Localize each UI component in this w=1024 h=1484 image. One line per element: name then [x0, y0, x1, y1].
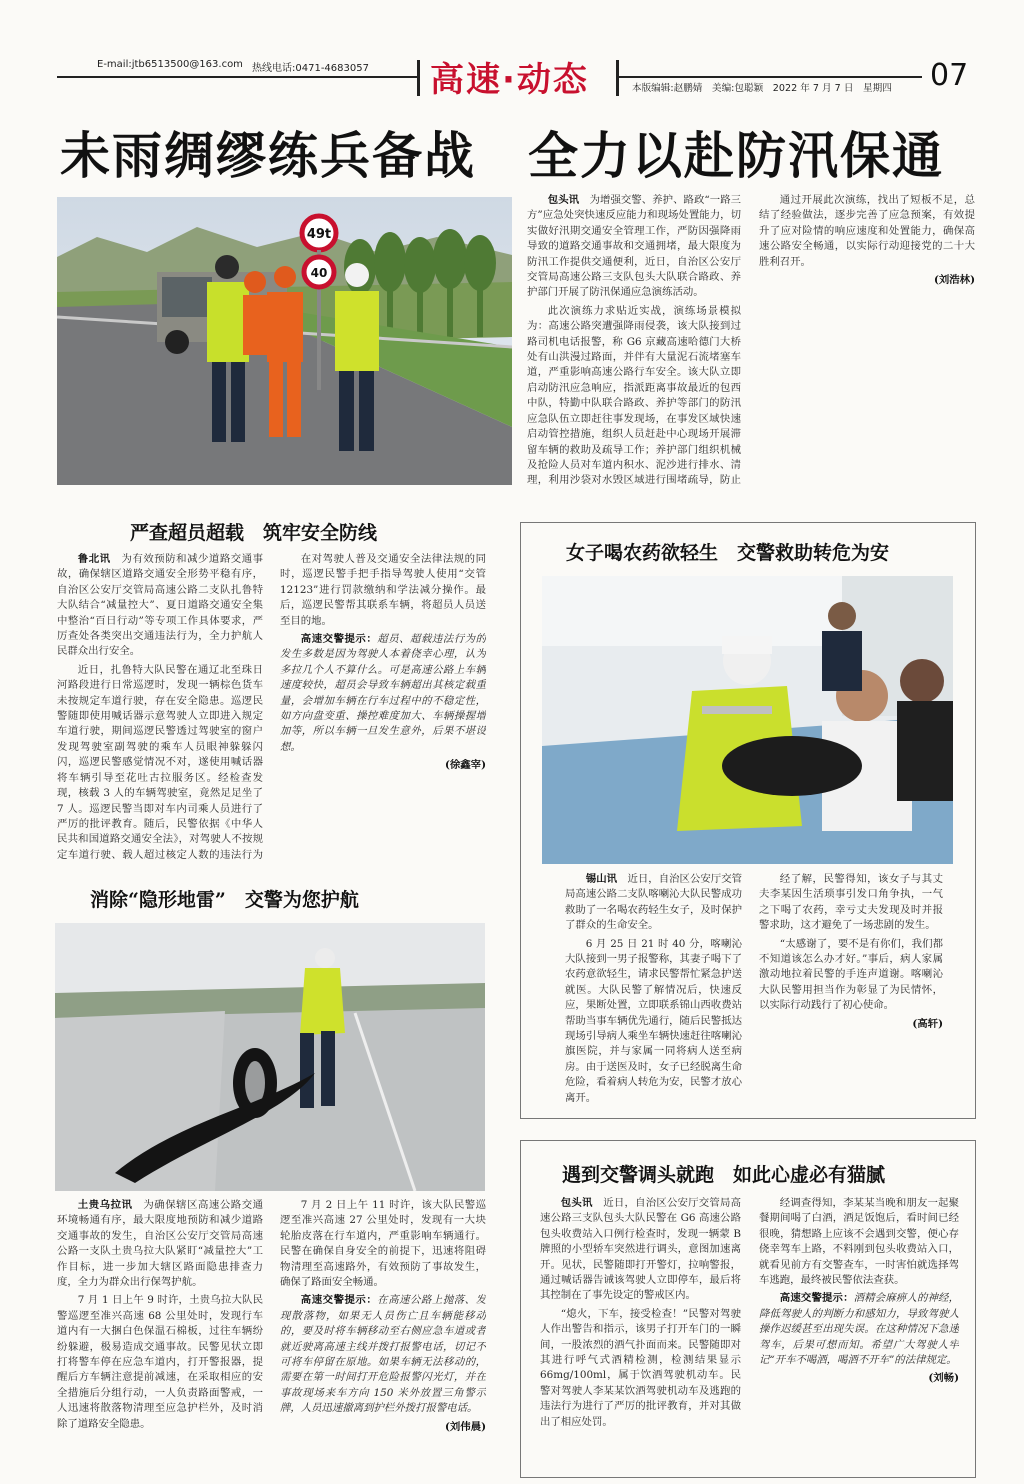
top-article-p3: 通过开展此次演练，找出了短板不足，总结了经验做法，逐步完善了应急预案，有效提升了应对险情的响应速度和处置能力，确保高速公路安全畅通，以实际行动迎接党的二十大胜利召开。: [759, 194, 975, 268]
debris-col1: [57, 1198, 263, 1470]
overload-p3: 在对驾驶人普及交通安全法律法规的同时，巡逻民警手把手指导驾驶人使用“交管 12123”进行罚款缴纳和学法减分操作。最后，巡逻民警帮其联系车辆，将超员人员送至目的地。: [280, 553, 486, 627]
overload-source: 鲁北讯: [77, 553, 111, 565]
rescue-source: 锡山讯: [585, 873, 618, 885]
debris-p2: 7 月 1 日上午 9 时许，土贵乌拉大队民警巡逻至准兴高速 68 公里处时，发现行车道内有一大捆白色保温石棉板，过往车辆纷纷躲避，极易造成交通事故。民警见状立即打将警车停在应急车道内，打开警报器，提醒后方车辆注意提前减速，在采取相应的安全措施后分组行动，一人负责路面警戒，一人迅速将散落物清理至应急护栏外，及时消除了道路安全隐患。: [57, 1294, 263, 1430]
overload-p1: 为有效预防和减少道路交通事故，确保辖区道路交通安全形势平稳有序，自治区公安厅交管局高速公路二支队扎鲁特大队结合“减量控大”、夏日道路交通安全集中整治“百日行动”等专项工作具体要求，严厉查处各类突出交通违法行为，全力护航人民群众出行安全。: [57, 553, 263, 658]
speed-limit-sign: 40: [310, 266, 328, 280]
rescue-title: 女子喝农药欲轻生 交警救助转危为安: [566, 542, 890, 564]
top-article-source: 包头讯: [547, 194, 580, 206]
drunk-tip: 酒精会麻痹人的神经，降低驾驶人的判断力和感知力，导致驾驶人操作迟缓甚至出现失误。在这种情况下急速驾车，后果可想而知。希望广大驾驶人牢记“开车不喝酒，喝酒不开车”的法律规定。: [759, 1292, 959, 1367]
top-article-col2: [759, 193, 975, 489]
section-bar-right: [616, 60, 619, 96]
header-rule-left: [57, 76, 417, 78]
top-article-col1: [527, 193, 741, 489]
main-headline: 未雨绸缪练兵备战 全力以赴防汛保通: [60, 126, 944, 185]
rescue-p4: “太感谢了，要不是有你们，我们都不知道该怎么办才好。”事后，病人家属激动地拉着民警的手连声道谢。喀喇沁大队民警用担当作为彰显了为民情怀，以实际行动践行了初心使命。: [759, 937, 943, 1012]
drunk-p2: “熄火，下车，接受检查！”民警对驾驶人作出警告和指示，该男子打开车门的一瞬间，一股浓烈的酒气扑面而来。民警随即对其进行呼气式酒精检测，检测结果显示 66mg/100ml，属于饮酒驾驶机动车。民警对驾驶人李某某饮酒驾驶机动车及逃跑的违法行为进行了严厉的批评教育，并对其做出了相应处罚。: [540, 1307, 741, 1428]
overload-col2: [280, 552, 486, 862]
drunk-source: 包头讯: [560, 1197, 593, 1209]
rescue-col2: [759, 872, 943, 1108]
editor-info: 本版编辑:赵鹏婧 美编:包聪颖 2022 年 7 月 7 日 星期四: [632, 83, 892, 94]
overload-byline: (徐鑫宰): [444, 759, 486, 772]
page-number: 07: [930, 58, 969, 93]
rescue-byline: (高轩): [912, 1017, 943, 1030]
debris-source: 土贵乌拉讯: [77, 1199, 133, 1211]
debris-col2: [280, 1198, 486, 1470]
rescue-photo: [542, 576, 953, 864]
drunk-col1: [540, 1196, 741, 1468]
header-email: E-mail:jtb6513500@163.com: [97, 59, 243, 70]
overload-p2: 近日，扎鲁特大队民警在通辽北至珠日河路段进行日常巡逻时，发现一辆棕色货车未按规定车道行驶，存在安全隐患。巡逻民警随即使用喊话器示意驾驶人立即进入规定车道行驶，期间巡逻民警透过驾驶室的窗户发现驾驶室副驾驶的乘车人员眼神躲躲闪闪，巡逻民警感觉情况不对，遂使用喊话器将车辆引导至花吐古拉服务区。经检查发现，核载 3 人的车辆驾驶室，竟然足足坐了 7 人。巡逻民警当即对车内司乘人员进行了严厉的批评教育。随后，民警依据《中华人民共和国道路交通安全法》，对驾驶人不按规定车道行驶、载人超过核定人数的违法行为: [57, 663, 263, 861]
rescue-p2: 6 月 25 日 21 时 40 分，喀喇沁大队接到一男子报警称，其妻子喝下了农药意欲轻生，请求民警帮忙紧急护送就医。大队民警了解情况后，快速反应，果断处置，立即联系锦山西收费站帮助当事车辆优先通行，随后民警抵达现场引导病人乘坐车辆快速赶往喀喇沁旗医院，并与家属一同将病人送至病房。由于送医及时，女子已经脱离生命危险，看着病人转危为安，民警才放心离开。: [565, 937, 742, 1104]
debris-tip-label: 高速交警提示：: [300, 1294, 378, 1307]
flood-drill-photo: [57, 197, 512, 485]
debris-tip: 在高速公路上抛落、发现散落物，如果无人员伤亡且车辆能移动的，要及时将车辆移动至右侧应急车道或者就近驶离高速主线并拨打报警电话，切记不可将车停留在原地。如果车辆无法移动的，需要在第一时间打开危险报警闪光灯，并在事故现场来车方向 150 米外放置三角警示牌，人员迅速撤离到护栏外拨打报警电话。: [280, 1294, 486, 1415]
weight-limit-sign: 49t: [306, 227, 332, 242]
drunk-col2: [759, 1196, 959, 1468]
rescue-p3: 经了解，民警得知，该女子与其丈夫李某因生活琐事引发口角争执，一气之下喝了农药，幸亏丈夫发现及时并报警求助，这才避免了一场悲剧的发生。: [759, 873, 943, 932]
top-article-p1: 为增强交警、养护、路政“一路三方”应急处突快速反应能力和现场处置能力，切实做好汛期交通安全管理工作，严防因强降雨导致的道路交通事故和交通拥堵，最大限度为防汛工作提供交通便利，近日，自治区公安厅交管局高速公路三支队包头大队联合路政、养护部门开展了防汛保通应急演练活动。: [527, 194, 741, 299]
header-hotline: 热线电话:0471-4683057: [252, 63, 369, 74]
top-article-p2: 此次演练力求贴近实战，演练场景模拟为：高速公路突遭强降雨侵袭，该大队接到过路司机电话报警，称 G6 京藏高速哈德门大桥处有山洪漫过路面，并伴有大量泥石流堵塞车道，严重影响高速公路行车安全。该大队立即启动防汛应急响应，指派距离事故最近的包西中队，特勤中队联合路政、养护等部门的防汛应急队伍立即赶往事发现场，在事发区域快速启动管控措施，组织人员赶赴中心现场开展滞留车辆的救助及疏导工作；养护部门组织机械及抢险人员对车道内积水、泥沙进行排水、清理，利用沙袋对水毁区域进行围堵疏导，防止: [527, 304, 741, 487]
drunk-title: 遇到交警调头就跑 如此心虚必有猫腻: [562, 1164, 886, 1186]
debris-photo: [55, 923, 485, 1191]
top-article-byline: (刘浩林): [933, 274, 975, 287]
overload-col1: [57, 552, 263, 862]
debris-p1: 为确保辖区高速公路交通环境畅通有序，最大限度地预防和减少道路交通事故的发生，自治区公安厅交管局高速公路一支队土贵乌拉大队紧盯“减量控大”工作目标，进一步加大辖区路面隐患排查力度，全力为群众出行保驾护航。: [57, 1199, 263, 1289]
overload-tip: 超员、超载违法行为的发生多数是因为驾驶人本着侥幸心理，认为多拉几个人不算什么。可是高速公路上车辆速度较快，超员会导致车辆超出其核定载重量，会增加车辆在行车过程中的不稳定性，如方向盘变重、操控难度加大、车辆操握增加等，所以车辆一旦发生意外，后果不堪设想。: [280, 633, 486, 753]
drunk-p3: 经调查得知，李某某当晚和朋友一起聚餐期间喝了白酒，酒足饭饱后，看时间已经很晚，猜想路上应该不会遇到交警，便心存侥幸驾车上路，不料刚到包头收费站入口，就看见前方有交警查车，一时害怕就选择驾车逃跑，最终被民警依法查获。: [759, 1197, 959, 1287]
overload-tip-label: 高速交警提示：: [300, 633, 378, 646]
drunk-p1: 近日，自治区公安厅交管局高速公路三支队包头大队民警在 G6 高速公路包头收费站入口例行检查时，发现一辆蒙 B 牌照的小型轿车突然进行调头，意图加速离开。见状，民警随即打开警灯，拉响警报，通过喊话器告诫该驾驶人立即停车，最后将其控制在了事先设定的警戒区内。: [540, 1197, 741, 1302]
debris-p3: 7 月 2 日上午 11 时许，该大队民警巡逻至准兴高速 27 公里处时，发现有一大块轮胎皮落在行车道内，严重影响车辆通行。民警在确保自身安全的前提下，迅速将阻碍物清理至高速路外，有效预防了事故发生，确保了路面安全畅通。: [280, 1199, 486, 1289]
rescue-col1: [565, 872, 742, 1108]
section-name: 高速·动态: [430, 60, 589, 100]
overload-title: 严查超员超载 筑牢安全防线: [130, 522, 378, 544]
debris-title: 消除“隐形地雷” 交警为您护航: [90, 889, 359, 911]
drunk-tip-label: 高速交警提示：: [779, 1292, 854, 1305]
section-bar-left: [417, 60, 420, 96]
debris-byline: (刘伟晨): [444, 1420, 486, 1433]
header-rule-right: [616, 76, 922, 78]
rescue-p1: 近日，自治区公安厅交管局高速公路二支队喀喇沁大队民警成功救助了一名喝农药轻生女子，及时保护了群众的生命安全。: [565, 873, 742, 932]
drunk-byline: (刘畅): [928, 1372, 959, 1385]
